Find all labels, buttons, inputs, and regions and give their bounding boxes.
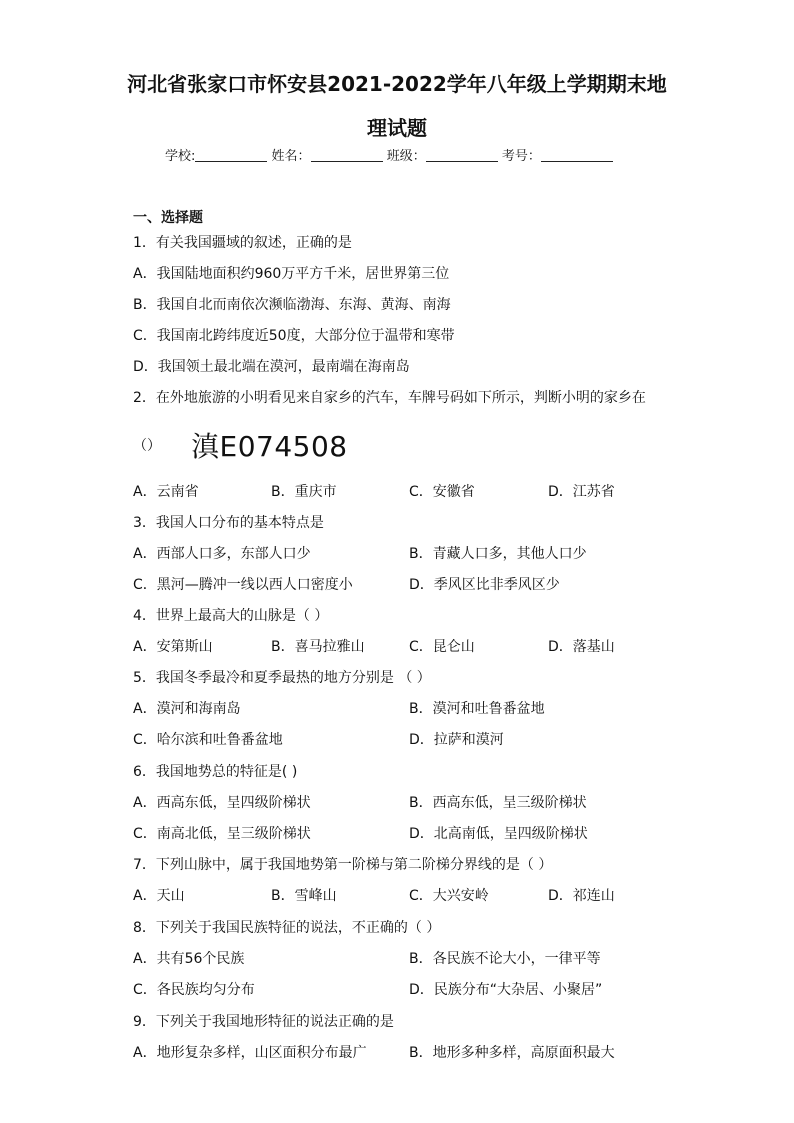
question-3-stem: 3．我国人口分布的基本特点是 — [133, 515, 324, 531]
question-7-option-a: A．天山 — [133, 888, 185, 904]
name-blank[interactable] — [311, 148, 383, 162]
question-3-option-a: A．西部人口多，东部人口少 — [133, 546, 311, 562]
question-6-option-c: C．南高北低，呈三级阶梯状 — [133, 826, 311, 842]
question-4-option-b: B．喜马拉雅山 — [271, 639, 365, 655]
section-title: 一、选择题 — [133, 210, 203, 226]
question-3-option-b: B．青藏人口多，其他人口少 — [409, 546, 587, 562]
question-3-option-d: D．季风区比非季风区少 — [409, 577, 560, 593]
name-label: 姓名： — [271, 149, 311, 164]
exam-title-line1: 河北省张家口市怀安县2021-2022学年八年级上学期期末地 — [127, 72, 667, 96]
question-1-option-c: C．我国南北跨纬度近50度，大部分位于温带和寒带 — [133, 328, 455, 344]
question-6-option-d: D．北高南低，呈四级阶梯状 — [409, 826, 588, 842]
question-1-option-a: A．我国陆地面积约960万平方千米，居世界第三位 — [133, 266, 450, 282]
school-label: 学校: — [165, 149, 196, 164]
question-1-option-b: B．我国自北而南依次濒临渤海、东海、黄海、南海 — [133, 297, 451, 313]
question-8-option-c: C．各民族均匀分布 — [133, 982, 255, 998]
license-plate-number: 滇E074508 — [191, 430, 348, 463]
question-8-option-a: A．共有56个民族 — [133, 951, 245, 967]
question-7-option-b: B．雪峰山 — [271, 888, 337, 904]
question-5-option-d: D．拉萨和漠河 — [409, 732, 504, 748]
answer-parentheses: （） — [133, 438, 161, 454]
question-4-option-c: C．昆仑山 — [409, 639, 475, 655]
question-2-option-c: C．安徽省 — [409, 484, 475, 500]
student-info-line — [165, 145, 613, 164]
question-7-stem: 7．下列山脉中，属于我国地势第一阶梯与第二阶梯分界线的是（ ） — [133, 857, 553, 873]
question-6-option-a: A．西高东低，呈四级阶梯状 — [133, 795, 311, 811]
question-5-option-a: A．漠河和海南岛 — [133, 701, 241, 717]
class-blank[interactable] — [426, 148, 498, 162]
question-2-option-a: A．云南省 — [133, 484, 199, 500]
question-6-option-b: B．西高东低，呈三级阶梯状 — [409, 795, 587, 811]
question-7-option-c: C．大兴安岭 — [409, 888, 489, 904]
question-9-option-a: A．地形复杂多样，山区面积分布最广 — [133, 1045, 367, 1061]
exam-number-label: 考号： — [501, 149, 541, 164]
question-7-option-d: D．祁连山 — [548, 888, 615, 904]
question-3-option-c: C．黑河—腾冲一线以西人口密度小 — [133, 577, 353, 593]
question-5-stem: 5．我国冬季最冷和夏季最热的地方分别是 （ ） — [133, 670, 431, 686]
question-9-option-b: B．地形多种多样，高原面积最大 — [409, 1045, 615, 1061]
question-8-option-d: D．民族分布“大杂居、小聚居” — [409, 982, 603, 998]
class-label: 班级： — [386, 149, 426, 164]
question-8-stem: 8．下列关于我国民族特征的说法，不正确的（ ） — [133, 920, 441, 936]
question-6-stem: 6．我国地势总的特征是( ) — [133, 764, 298, 780]
question-2-option-b: B．重庆市 — [271, 484, 337, 500]
question-1-option-d: D．我国领土最北端在漠河，最南端在海南岛 — [133, 359, 410, 375]
question-5-option-c: C．哈尔滨和吐鲁番盆地 — [133, 732, 283, 748]
exam-title-line2: 理试题 — [367, 116, 427, 140]
question-4-stem: 4．世界上最高大的山脉是（ ） — [133, 608, 329, 624]
question-1-stem: 1．有关我国疆域的叙述，正确的是 — [133, 235, 352, 251]
question-4-option-a: A．安第斯山 — [133, 639, 213, 655]
school-blank[interactable] — [195, 148, 267, 162]
license-plate-line — [133, 425, 348, 465]
exam-number-blank[interactable] — [541, 148, 613, 162]
question-2-stem: 2．在外地旅游的小明看见来自家乡的汽车，车牌号码如下所示，判断小明的家乡在 — [133, 390, 646, 406]
question-4-option-d: D．落基山 — [548, 639, 615, 655]
question-2-option-d: D．江苏省 — [548, 484, 615, 500]
question-5-option-b: B．漠河和吐鲁番盆地 — [409, 701, 545, 717]
question-9-stem: 9．下列关于我国地形特征的说法正确的是 — [133, 1014, 394, 1030]
question-8-option-b: B．各民族不论大小，一律平等 — [409, 951, 601, 967]
